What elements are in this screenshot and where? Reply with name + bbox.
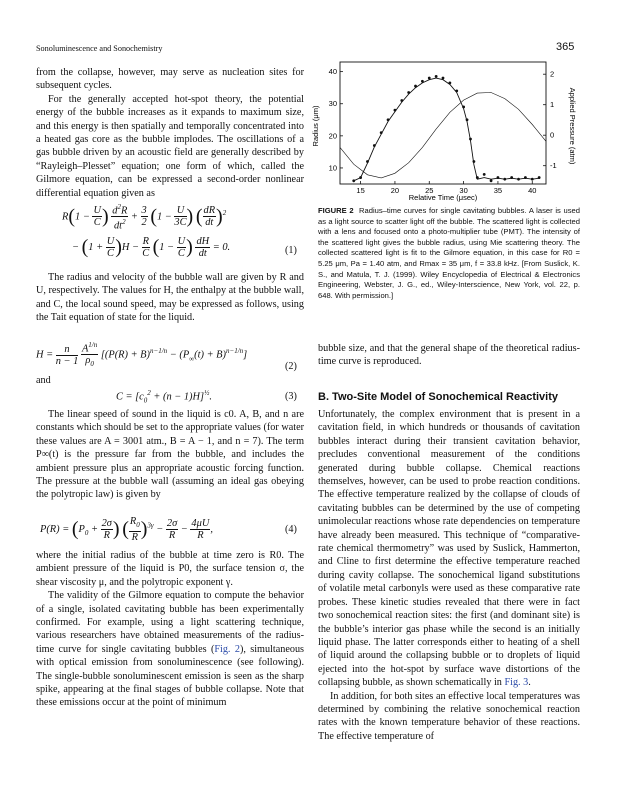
data-point <box>421 80 424 83</box>
left-text-p3 <box>36 271 304 325</box>
data-point <box>435 75 438 78</box>
y2-tick-label: 2 <box>550 69 555 79</box>
plot-frame <box>340 62 546 184</box>
y2-axis-label: Applied Pressure (atm) <box>568 87 577 165</box>
data-point <box>524 176 527 179</box>
paragraph: In addition, for both sites an effective local temperatures was determined by combining the relative sonochemical reaction rates with the known temperature behavior of these reactions. The effective temperature of <box>318 690 580 742</box>
gilmore-fit-curve <box>354 78 539 181</box>
left-text-top <box>36 66 304 200</box>
paragraph: The radius and velocity of the bubble wall are given by R and U, respectively. The values for H, the enthalpy at the bubble wall, and C, the local sound speed, may be expressed as follows, using the Tait equation of state for the liquid. <box>36 272 304 324</box>
section-heading: B. Two-Site Model of Sonochemical Reactivity <box>318 391 559 403</box>
left-text-bottom <box>36 549 304 710</box>
data-point <box>462 106 465 109</box>
paragraph: For the generally accepted hot-spot theory, the potential energy of the bubble increases as it expands to maximum size, and this energy is then spatially and temporally concentrated into a heated gas core as the bubble implodes. The oscillations of a gas bubble driven by an acoustic field are generally described by “Rayleigh–Plesset” equation; one form of which, called the Gilmore equation, can be expressed a second-order nonlinear differential equation given as <box>36 93 304 199</box>
data-point <box>455 89 458 92</box>
and-word: and <box>36 375 51 386</box>
equation-1-line-2: − (1 + $\frac{U}{C}$ )H − $\frac{R}{C}$ (1 − $\frac{U}{C}$ ) $\frac{dH}{dt}$ = 0. <box>72 236 231 259</box>
data-point <box>407 91 410 94</box>
data-point <box>394 109 397 112</box>
equation-number: (2) <box>285 361 297 372</box>
data-point <box>497 176 500 179</box>
data-point <box>517 178 520 181</box>
x-tick-label: 15 <box>356 186 365 195</box>
data-point <box>469 138 472 141</box>
right-text-top <box>318 342 580 369</box>
pressure-curve <box>340 93 546 178</box>
equation-number: (1) <box>285 245 297 256</box>
data-point <box>352 179 355 182</box>
data-point <box>380 131 383 134</box>
paragraph: bubble size, and that the general shape of the theoretical radius-time curve is reproduced. <box>318 343 580 368</box>
paragraph: Unfortunately, the complex environment that is present in a cavitation field, in which hundreds or thousands of cavitation bubbles interact during their transient cavitation behavior, precludes conventional measurement of the conditions generated during bubble collapse. Chemical reactions themselves, however, can be used to probe reaction conditions. The effective temperature realized by the collapse of clouds of cavitating bubbles can be determined by the use of competing unimolecular reactions whose rate dependencies on temperature have already been measured. This technique of “comparative-rate chemical thermometry” was used by Suslick, Hammerton, and Cline to first determine the effective temperature reached during cavity collapse. The sonochemical ligand substitutions of volatile metal carbonyls were used as these comparative rate probes. These kinetic studies revealed that there were in fact two sonochemical reaction sites: the first (and dominant site) is the bubble’s interior gas phase while the second is an initially liquid phase. The latter corresponds either to heating of a shell of liquid around the collapsing bubble or to droplets of liquid ejected into the hot-spot by surface wave distortions of the collapsing bubble, as shown schematically in Fig. 3. <box>318 409 580 689</box>
data-point <box>448 81 451 84</box>
y-axis-label: Radius (μm) <box>311 105 320 147</box>
data-point <box>414 85 417 88</box>
data-point <box>359 176 362 179</box>
data-point <box>373 144 376 147</box>
data-point <box>510 176 513 179</box>
figure-caption <box>318 206 580 301</box>
caption-label: FIGURE 2 <box>318 206 354 215</box>
radius-time-chart <box>306 58 586 204</box>
equation-4: $P(R) = (P_0$ + $\frac{2\sigma}{R}$ ) ( $\frac{R_0}{R}$ )$^{3\gamma}$ − $\frac{2\sigma}{R}$ − $\frac{4\mu U}{R}$ , <box>40 516 213 544</box>
x-tick-label: 40 <box>528 186 537 195</box>
caption-text: Radius–time curves for single cavitating bubbles. A laser is used as a light source to scatter light off the bubble. The scattered light is collected with a lens and focused onto a photo-multiplier tube (PMT). The intensity of the scattered light gives the bubble radius, using Mie scattering theory. The collected scattered light is fit to the Gilmore equation, in this case for R0 = 5.25 μm, Pa = 1.40 atm, and Rmax = 35 μm, f = 33.8 kHz. [From Suslick, K. S., and Matula, T. J. (1999). Wiley Encyclopedia of Electrical & Electronics Engineering, Webster, J. G., ed., Wiley-Interscience, New York, vol. 22, p. 648. With permission.] <box>318 206 580 300</box>
data-point <box>490 179 493 182</box>
data-point <box>466 118 469 121</box>
y-tick-label: 10 <box>328 163 337 173</box>
y2-tick-label: -1 <box>550 161 557 171</box>
x-tick-label: 30 <box>459 186 468 195</box>
x-axis-label: Relative Time (μsec) <box>408 193 478 202</box>
right-text-body <box>318 408 580 743</box>
y-tick-label: 20 <box>328 131 337 141</box>
data-point <box>473 160 476 163</box>
data-point <box>538 176 541 179</box>
equation-2: H = $\frac{n}{n - 1}$ $\frac{A^{1/n}}{\rho_0}$ $[(P(R) + B)^{n-1/n} - (P_\infty(t) + B)^{n-1/n}]$ <box>36 341 248 369</box>
y2-tick-label: 0 <box>550 130 555 140</box>
paragraph: from the collapse, however, may serve as nucleation sites for subsequent cycles. <box>36 67 304 92</box>
data-point <box>428 77 431 80</box>
data-point <box>531 178 534 181</box>
data-point <box>503 178 506 181</box>
figure-3-link[interactable]: Fig. 3 <box>504 677 529 689</box>
left-text-p4 <box>36 408 304 502</box>
paragraph: The validity of the Gilmore equation to compute the behavior of a single, isolated cavitating bubble has been experimentally confirmed. For example, using a light scattering technique, various researchers have obtained measurements of the radius-time curve for single cavitating bubbles (Fig. 2), simultaneous with optical emission from sonoluminescence (see following). The single-bubble sonoluminescent emission is seen as the sharp spike, appearing at the final stages of bubble collapse. Note that these emissions occur at the point of minimum <box>36 590 304 709</box>
x-tick-label: 35 <box>493 186 503 195</box>
data-point <box>387 118 390 121</box>
data-point <box>400 99 403 102</box>
running-title: Sonoluminescence and Sonochemistry <box>36 44 163 53</box>
data-point <box>476 176 479 179</box>
y2-tick-label: 1 <box>550 100 555 110</box>
x-tick-label: 20 <box>390 186 400 195</box>
y-tick-label: 30 <box>328 99 337 109</box>
y-tick-label: 40 <box>328 67 337 77</box>
paragraph: The linear speed of sound in the liquid is c0. A, B, and n are constants which should be set to the appropriate values (for water these values are A = 3001 atm., B = A − 1, and n = 7). The term P∞(t) is the pressure far from the bubble, and includes the ambient pressure plus an appropriate acoustic forcing function. The pressure at the bubble wall (assuming an ideal gas obeying the polytropic law) is given by <box>36 409 304 501</box>
equation-number: (4) <box>285 524 297 535</box>
page-number: 365 <box>556 41 575 53</box>
equation-1-line-1: R(1 − $\frac{U}{C}$ ) $\frac{d^2R}{dt^2}$ + $\frac{3}{2}$ (1 − $\frac{U}{3C}$ ) ( $\frac{dR}{dt}$ )$^2$ <box>62 203 227 232</box>
figure-2-link[interactable]: Fig. 2 <box>214 643 240 655</box>
equation-number: (3) <box>285 391 297 402</box>
data-point <box>442 77 445 80</box>
data-point <box>483 173 486 176</box>
x-tick-label: 25 <box>425 186 434 195</box>
equation-3: $C = [c_0^2 + (n - 1)H]^{\frac{1}{2}}$. <box>116 389 212 405</box>
data-point <box>366 160 369 163</box>
paragraph: where the initial radius of the bubble at time zero is R0. The ambient pressure of the liquid is P0, the surface tension σ, the shear viscosity μ, and the polytropic exponent γ. <box>36 550 304 588</box>
